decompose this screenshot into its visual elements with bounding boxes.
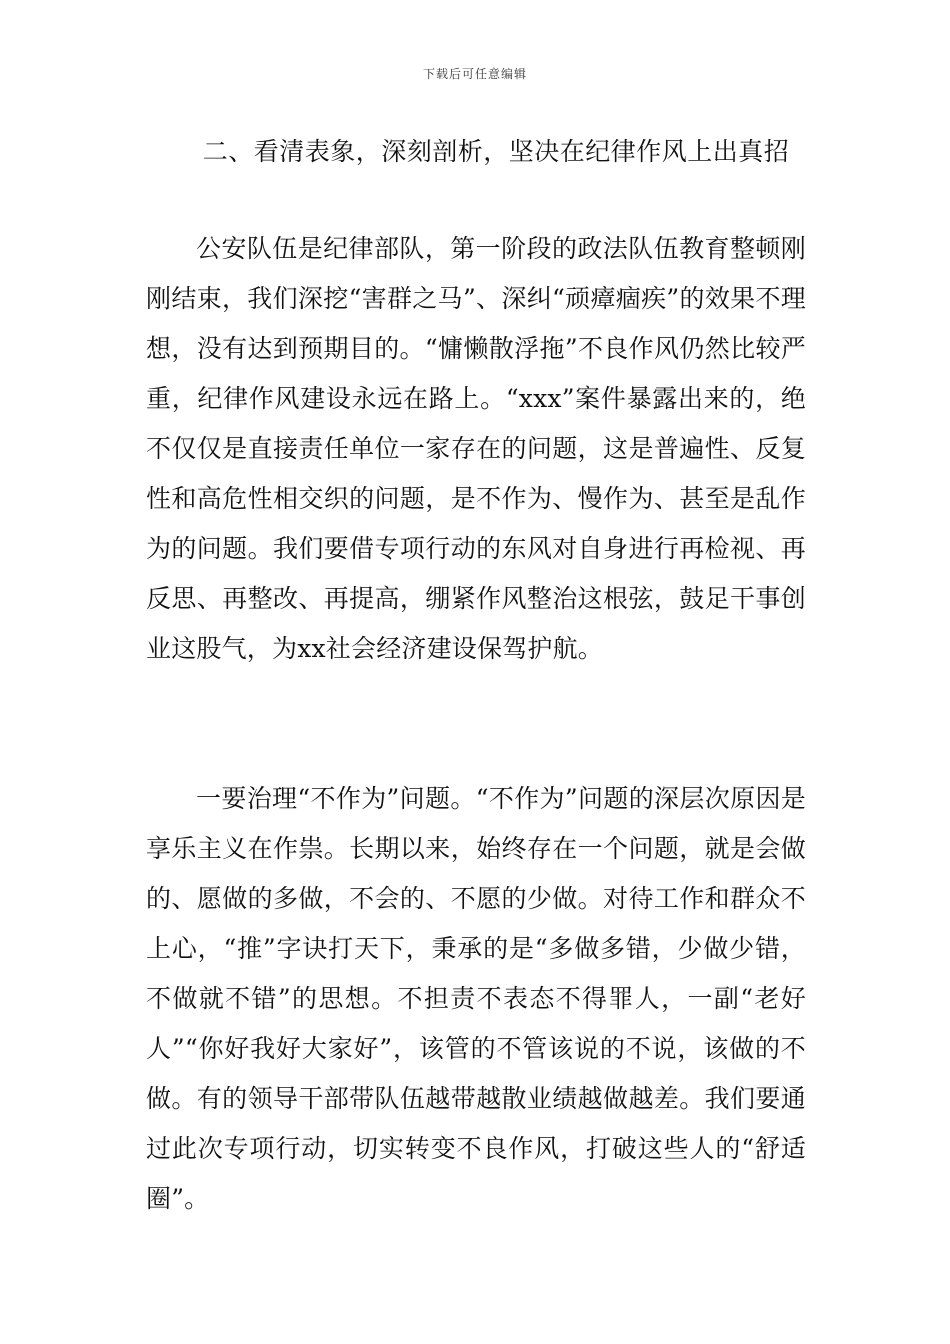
section-heading: 二、看清表象，深刻剖析，坚决在纪律作风上出真招 bbox=[202, 137, 790, 166]
body-paragraph: 公安队伍是纪律部队，第一阶段的政法队伍教育整顿刚刚结束，我们深挖“害群之马”、深纠“顽瘴痼疾”的效果不理想，没有达到预期目的。“慵懒散浮拖”不良作风仍然比较严重，纪律作风建设永远在路上。“xxx”案件暴露出来的，绝不仅仅是直接责任单位一家存在的问题，这是普遍性、反复性和高危性相交织的问题，是不作为、慢作为、甚至是乱作为的问题。我们要借专项行动的东风对自身进行再检视、再反思、再整改、再提高，绷紧作风整治这根弦，鼓足干事创业这股气，为xx社会经济建设保驾护航。 bbox=[146, 234, 806, 663]
header-note: 下载后可任意编辑 bbox=[422, 67, 527, 81]
body-paragraph: 一要治理“不作为”问题。“不作为”问题的深层次原因是享乐主义在作祟。长期以来，始终存在一个问题，就是会做的、愿做的多做，不会的、不愿的少做。对待工作和群众不上心，“推”字诀打天下，秉承的是“多做多错，少做少错，不做就不错”的思想。不担责不表态不得罪人，一副“老好人”“你好我好大家好”，该管的不管该说的不说，该做的不做。有的领导干部带队伍越带越散业绩越做越差。我们要通过此次专项行动，切实转变不良作风，打破这些人的“舒适圈”。 bbox=[146, 784, 806, 1213]
